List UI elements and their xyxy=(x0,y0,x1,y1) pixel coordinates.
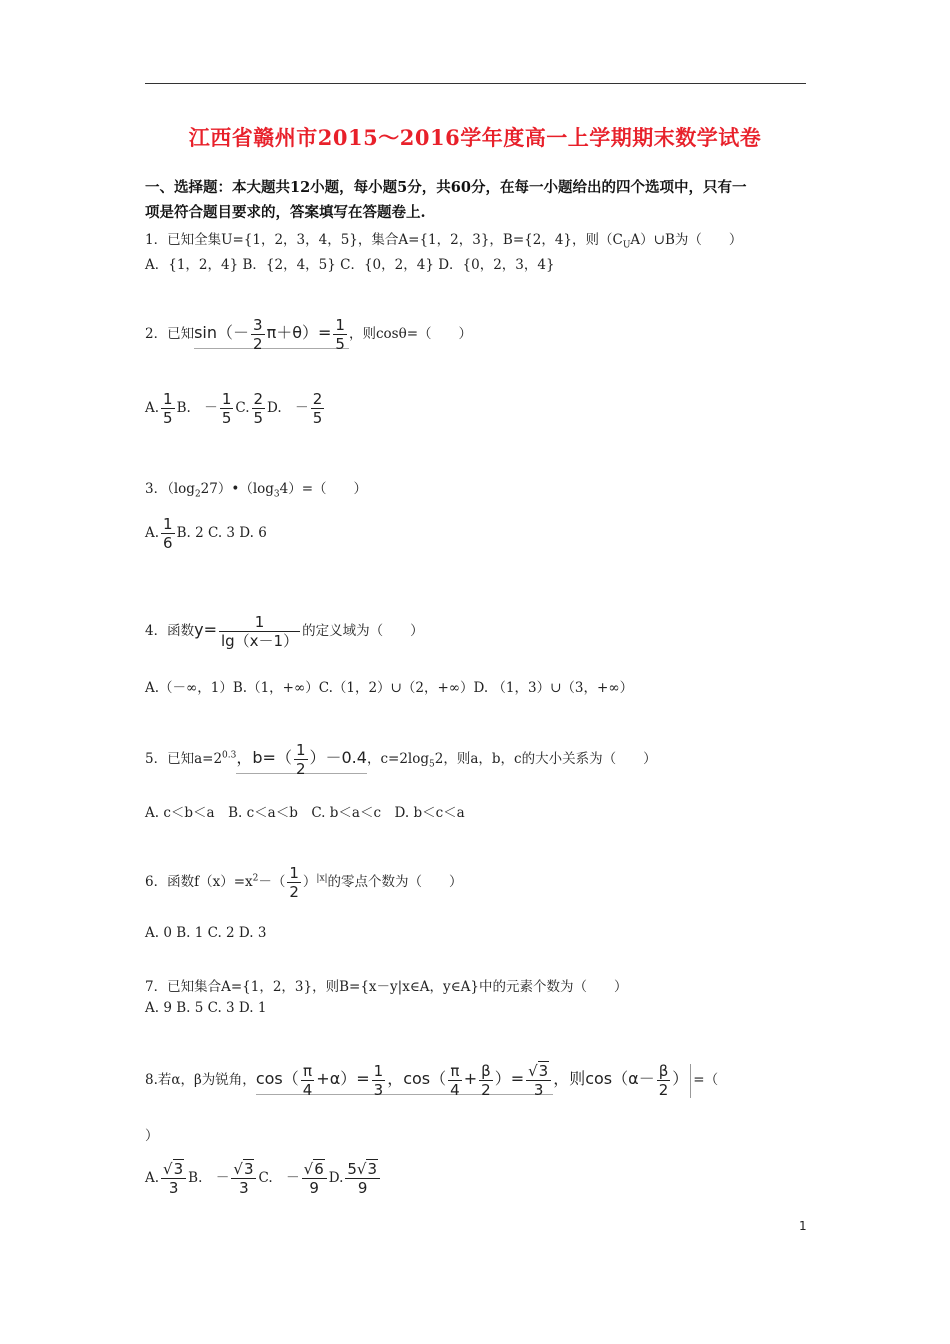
question-2: 2．已知sin（－ $\frac{3}{2}$ π＋θ）= $\frac{1}{5}$ ，则cosθ=（ ） xyxy=(145,316,473,353)
question-3-options: A. $\frac{1}{6}$ B. 2 C. 3 D. 6 xyxy=(145,515,267,552)
page-number: 1 xyxy=(799,1219,807,1233)
section-line-1: 一、选择题：本大题共12小题，每小题5分，共60分，在每一小题给出的四个选项中，只有一 xyxy=(145,179,747,196)
question-8-line-2: ） xyxy=(145,1128,159,1144)
question-8-formula: cos（ $\frac{\pi}{4}$ +α）= $\frac{1}{3}$ ，cos（ $\frac{\pi}{4}$ + $\frac{\beta}{2}$ ）= $\frac{√3}{3}$ xyxy=(256,1072,553,1095)
question-6: 6．函数$f(x)=x^2-$（ $\frac{1}{2}$ ）$^{|x|}$的零点个数为（ ） xyxy=(145,864,463,901)
page-title: 江西省赣州市2015～2016学年度高一上学期期末数学试卷 xyxy=(188,125,762,150)
question-8: 8.若α，β为锐角，cos（ $\frac{\pi}{4}$ +α）= $\frac{1}{3}$ ，cos（ $\frac{\pi}{4}$ + $\frac{\beta}{2}$ ）= $\frac{√3}{3}$ ，则cos（α－ $\frac{\beta}{2}$ ） =（ xyxy=(145,1062,719,1099)
question-5-formula: ，b=（ $\frac{1}{2}$ ）－0.4 xyxy=(236,741,367,778)
question-4: 4．函数y= $\frac{1}{\lg(x-1)}$ 的定义域为（ ） xyxy=(145,613,424,650)
question-2-options: A. $\frac{1}{5}$ B. － $\frac{1}{5}$ C. $\frac{2}{5}$ D. － $\frac{2}{5}$ xyxy=(145,390,323,427)
question-7-options: A. 9 B. 5 C. 3 D. 1 xyxy=(145,1000,267,1016)
header-rule xyxy=(145,83,806,84)
question-6-options: A. 0 B. 1 C. 2 D. 3 xyxy=(145,925,267,941)
question-5: 5．已知$a=2^{0.3}$，b=（ $\frac{1}{2}$ ）－0.4，$c=2\log_52$，则a，b，c的大小关系为（ ） xyxy=(145,741,657,778)
question-4-options: A.（－∞，1）B.（1，+∞）C.（1，2）∪（2，+∞）D. （1，3）∪（3，+∞） xyxy=(145,680,634,696)
question-8-options: A. $\frac{√3}{3}$ B. － $\frac{√3}{3}$ C. － $\frac{√6}{9}$ D. $\frac{5√3}{9}$ xyxy=(145,1160,382,1197)
question-7: 7．已知集合A={1，2，3}，则B={x－y|x∈A，y∈A}中的元素个数为（ ） xyxy=(145,979,628,995)
sqrt-symbol: √3 xyxy=(528,1062,549,1080)
section-heading xyxy=(145,175,810,225)
question-5-options: A. c＜b＜a B. c＜a＜b C. b＜a＜c D. b＜c＜a xyxy=(145,805,465,821)
section-line-2: 项是符合题目要求的，答案填写在答题卷上. xyxy=(145,204,426,221)
question-3: 3．$(\log_227)•(\log_34)=$（ ） xyxy=(145,481,368,500)
question-1: 1．已知全集U={1，2，3，4，5}，集合A={1，2，3}，B={2，4}，则$(C_UA)\cup B$为（ ） xyxy=(145,232,743,251)
question-1-options: A．{1，2，4} B．{2，4，5} C．{0，2，4} D．{0，2，3，4} xyxy=(145,257,555,273)
divider-mark xyxy=(690,1064,691,1098)
question-2-formula: sin（－ $\frac{3}{2}$ π＋θ）= $\frac{1}{5}$ xyxy=(194,326,349,349)
